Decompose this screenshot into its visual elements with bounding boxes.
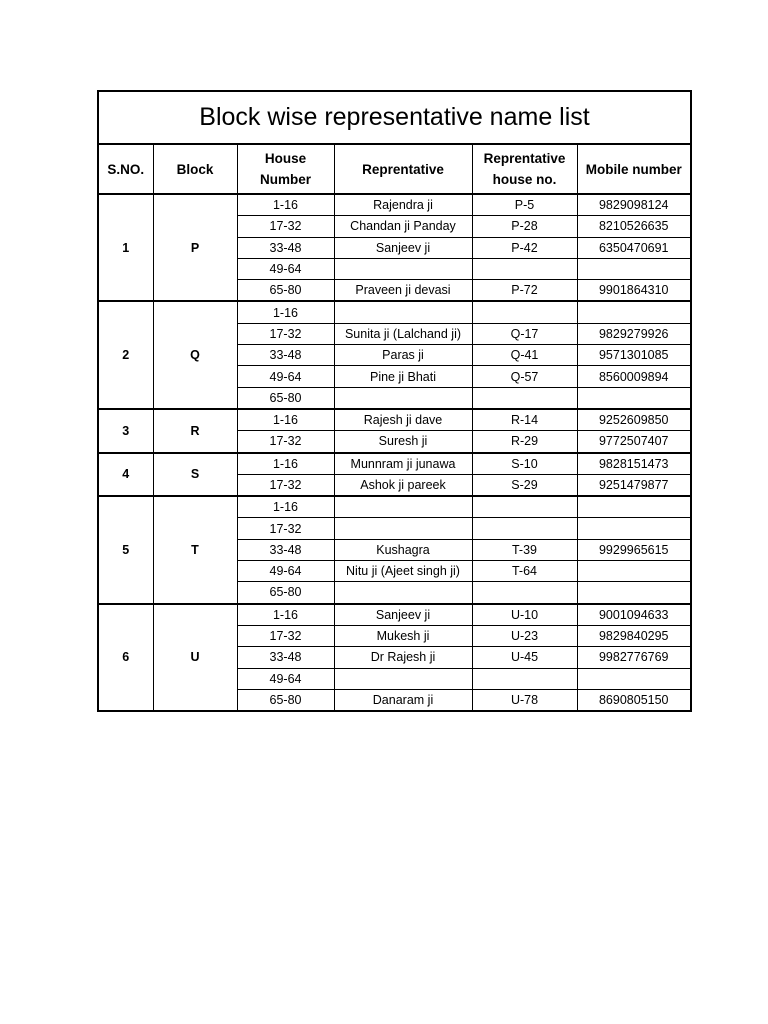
- table-row: [98, 496, 691, 518]
- cell-mobile: 8210526635: [577, 216, 691, 237]
- header-house-number-line2: Number: [259, 172, 311, 187]
- cell-mobile: 9829840295: [577, 625, 691, 646]
- cell-representative: Sanjeev ji: [334, 604, 472, 626]
- cell-house-number: 49-64: [237, 561, 334, 582]
- cell-house-number: 65-80: [237, 387, 334, 409]
- cell-representative: Suresh ji: [334, 431, 472, 453]
- block-group-u: [98, 604, 691, 711]
- cell-house-number: 49-64: [237, 366, 334, 387]
- cell-block: Q: [153, 301, 237, 408]
- table-row: [98, 453, 691, 475]
- cell-mobile: 9829279926: [577, 323, 691, 344]
- cell-rep-house: S-29: [472, 474, 577, 496]
- document-sheet: [97, 90, 690, 712]
- cell-representative: Paras ji: [334, 345, 472, 366]
- cell-mobile: [577, 496, 691, 518]
- cell-rep-house: [472, 582, 577, 604]
- table-row: [98, 409, 691, 431]
- cell-representative: Chandan ji Panday: [334, 216, 472, 237]
- cell-mobile: [577, 258, 691, 279]
- cell-rep-house: Q-17: [472, 323, 577, 344]
- cell-rep-house: [472, 387, 577, 409]
- cell-mobile: [577, 582, 691, 604]
- header-mobile: Mobile number: [577, 144, 691, 194]
- cell-mobile: 9772507407: [577, 431, 691, 453]
- cell-house-number: 49-64: [237, 668, 334, 689]
- header-rep-house-line2: house no.: [492, 172, 557, 187]
- cell-representative: Praveen ji devasi: [334, 280, 472, 302]
- cell-mobile: 9982776769: [577, 647, 691, 668]
- cell-rep-house: [472, 496, 577, 518]
- header-rep-house: [472, 144, 577, 194]
- cell-rep-house: P-28: [472, 216, 577, 237]
- table-row: [98, 604, 691, 626]
- cell-sno: 3: [98, 409, 153, 453]
- block-group-q: [98, 301, 691, 408]
- cell-block: T: [153, 496, 237, 603]
- cell-rep-house: T-39: [472, 539, 577, 560]
- cell-sno: 1: [98, 194, 153, 301]
- cell-representative: Dr Rajesh ji: [334, 647, 472, 668]
- cell-sno: 6: [98, 604, 153, 711]
- cell-house-number: 33-48: [237, 237, 334, 258]
- cell-sno: 5: [98, 496, 153, 603]
- cell-mobile: [577, 561, 691, 582]
- cell-representative: Pine ji Bhati: [334, 366, 472, 387]
- cell-representative: [334, 258, 472, 279]
- cell-mobile: 9251479877: [577, 474, 691, 496]
- block-group-p: [98, 194, 691, 301]
- representative-table: [97, 90, 692, 712]
- cell-block: P: [153, 194, 237, 301]
- cell-representative: Ashok ji pareek: [334, 474, 472, 496]
- cell-house-number: 65-80: [237, 582, 334, 604]
- cell-representative: Mukesh ji: [334, 625, 472, 646]
- cell-house-number: 17-32: [237, 323, 334, 344]
- cell-representative: Sanjeev ji: [334, 237, 472, 258]
- cell-rep-house: T-64: [472, 561, 577, 582]
- cell-representative: [334, 301, 472, 323]
- cell-rep-house: P-5: [472, 194, 577, 216]
- header-house-number: [237, 144, 334, 194]
- cell-mobile: 9001094633: [577, 604, 691, 626]
- header-rep-house-line1: Reprentative: [483, 151, 566, 166]
- cell-representative: Sunita ji (Lalchand ji): [334, 323, 472, 344]
- cell-representative: Danaram ji: [334, 689, 472, 711]
- cell-mobile: [577, 301, 691, 323]
- cell-mobile: 9901864310: [577, 280, 691, 302]
- header-row: [98, 144, 691, 194]
- cell-house-number: 17-32: [237, 518, 334, 539]
- cell-house-number: 49-64: [237, 258, 334, 279]
- cell-mobile: 6350470691: [577, 237, 691, 258]
- cell-mobile: 8690805150: [577, 689, 691, 711]
- cell-rep-house: S-10: [472, 453, 577, 475]
- table-row: [98, 194, 691, 216]
- cell-sno: 2: [98, 301, 153, 408]
- cell-representative: Rajesh ji dave: [334, 409, 472, 431]
- cell-mobile: 8560009894: [577, 366, 691, 387]
- block-group-r: [98, 409, 691, 453]
- cell-rep-house: U-45: [472, 647, 577, 668]
- cell-rep-house: U-78: [472, 689, 577, 711]
- cell-rep-house: Q-57: [472, 366, 577, 387]
- cell-rep-house: [472, 668, 577, 689]
- title-row: [98, 91, 691, 144]
- cell-representative: [334, 496, 472, 518]
- cell-mobile: 9828151473: [577, 453, 691, 475]
- cell-house-number: 1-16: [237, 194, 334, 216]
- cell-representative: [334, 582, 472, 604]
- cell-rep-house: [472, 518, 577, 539]
- block-group-s: [98, 453, 691, 497]
- cell-house-number: 17-32: [237, 625, 334, 646]
- cell-rep-house: P-72: [472, 280, 577, 302]
- cell-block: S: [153, 453, 237, 497]
- cell-rep-house: P-42: [472, 237, 577, 258]
- cell-mobile: 9571301085: [577, 345, 691, 366]
- cell-house-number: 1-16: [237, 604, 334, 626]
- cell-mobile: 9252609850: [577, 409, 691, 431]
- cell-house-number: 65-80: [237, 689, 334, 711]
- cell-sno: 4: [98, 453, 153, 497]
- cell-rep-house: R-14: [472, 409, 577, 431]
- block-group-t: [98, 496, 691, 603]
- cell-rep-house: R-29: [472, 431, 577, 453]
- cell-house-number: 17-32: [237, 216, 334, 237]
- cell-house-number: 1-16: [237, 496, 334, 518]
- cell-house-number: 1-16: [237, 409, 334, 431]
- header-sno: S.NO.: [98, 144, 153, 194]
- cell-house-number: 65-80: [237, 280, 334, 302]
- cell-representative: Munnram ji junawa: [334, 453, 472, 475]
- cell-house-number: 1-16: [237, 453, 334, 475]
- cell-rep-house: Q-41: [472, 345, 577, 366]
- table-row: [98, 301, 691, 323]
- cell-representative: Nitu ji (Ajeet singh ji): [334, 561, 472, 582]
- cell-mobile: 9929965615: [577, 539, 691, 560]
- cell-rep-house: U-10: [472, 604, 577, 626]
- cell-house-number: 33-48: [237, 647, 334, 668]
- cell-representative: Rajendra ji: [334, 194, 472, 216]
- cell-block: U: [153, 604, 237, 711]
- cell-representative: [334, 668, 472, 689]
- table-title: Block wise representative name list: [98, 91, 691, 144]
- cell-representative: [334, 518, 472, 539]
- cell-block: R: [153, 409, 237, 453]
- cell-mobile: [577, 668, 691, 689]
- header-representative: Reprentative: [334, 144, 472, 194]
- cell-house-number: 33-48: [237, 539, 334, 560]
- cell-house-number: 1-16: [237, 301, 334, 323]
- cell-representative: Kushagra: [334, 539, 472, 560]
- header-block: Block: [153, 144, 237, 194]
- cell-house-number: 33-48: [237, 345, 334, 366]
- cell-house-number: 17-32: [237, 431, 334, 453]
- cell-representative: [334, 387, 472, 409]
- cell-mobile: 9829098124: [577, 194, 691, 216]
- cell-rep-house: [472, 301, 577, 323]
- cell-rep-house: U-23: [472, 625, 577, 646]
- cell-mobile: [577, 518, 691, 539]
- cell-rep-house: [472, 258, 577, 279]
- header-house-number-line1: House: [264, 151, 307, 166]
- cell-mobile: [577, 387, 691, 409]
- cell-house-number: 17-32: [237, 474, 334, 496]
